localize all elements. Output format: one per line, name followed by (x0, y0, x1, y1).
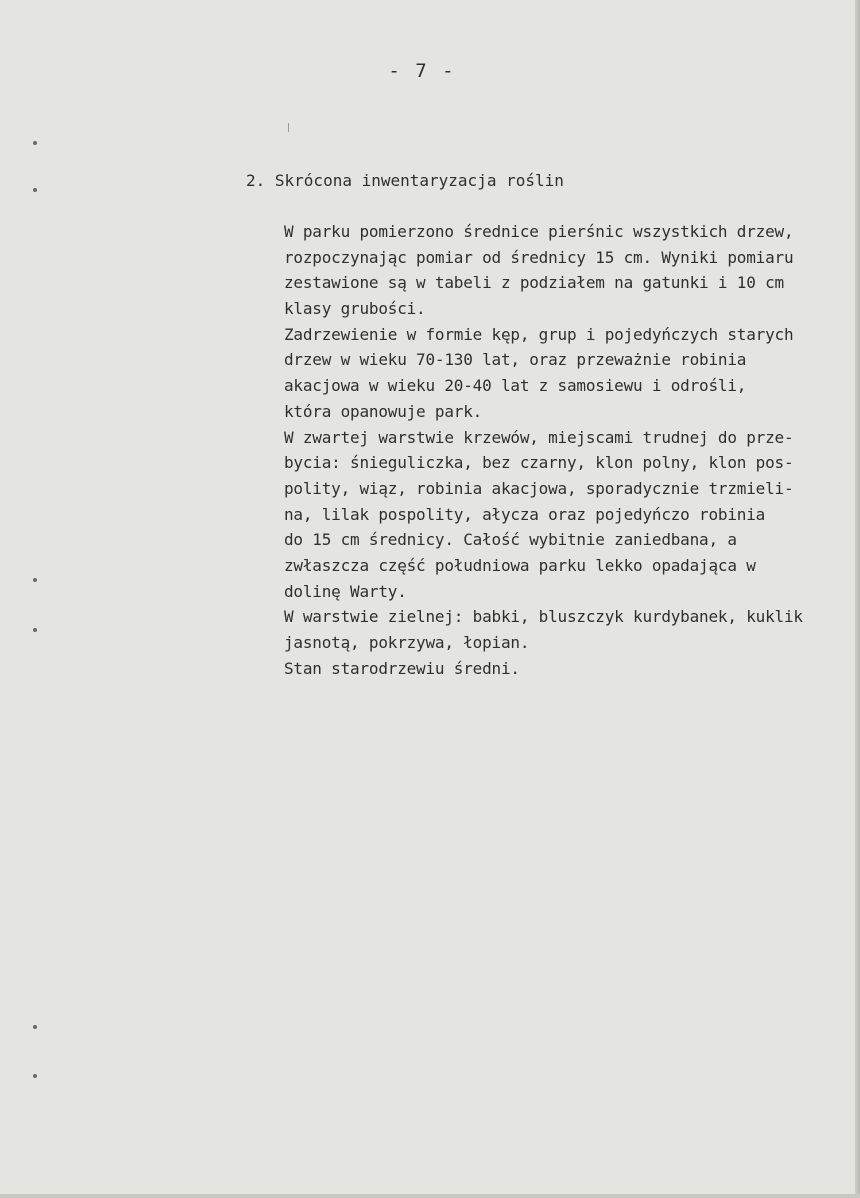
page-bottom-edge (0, 1194, 860, 1198)
text-line: drzew w wieku 70-130 lat, oraz przeważnie robinia (284, 350, 747, 370)
text-line: Zadrzewienie w formie kęp, grup i pojedyńczych starych (284, 324, 794, 344)
text-line: W parku pomierzono średnice pierśnic wszystkich drzew, (284, 222, 794, 241)
binding-hole-mark (33, 578, 37, 582)
text-line: zestawione są w tabeli z podziałem na gatunki i 10 cm (284, 273, 784, 293)
binding-hole-mark (33, 628, 37, 632)
text-line: Stan starodrzewiu średni. (284, 658, 520, 678)
text-line: która opanowuje park. (284, 401, 483, 421)
paper-mark (288, 123, 289, 132)
text-line: zwłaszcza część południowa parku lekko opadająca w (284, 555, 756, 575)
binding-hole-mark (33, 141, 37, 145)
section-body (284, 219, 803, 681)
binding-hole-mark (33, 1074, 37, 1078)
page-edge-shadow (855, 0, 860, 1198)
text-line: jasnotą, pokrzywa, łopian. (284, 633, 530, 652)
binding-hole-mark (33, 1025, 37, 1029)
text-line: do 15 cm średnicy. Całość wybitnie zaniedbana, a (284, 530, 737, 550)
text-line: akacjowa w wieku 20-40 lat z samosiewu i odrośli, (284, 376, 747, 396)
page-number: - 7 - (388, 60, 456, 82)
text-line: dolinę Warty. (284, 581, 407, 601)
binding-hole-mark (33, 188, 37, 192)
text-line: rozpoczynając pomiar od średnicy 15 cm. Wyniki pomiaru (284, 247, 794, 267)
text-line: na, lilak pospolity, ałycza oraz pojedyńczo robinia (284, 504, 766, 524)
text-line: polity, wiąz, robinia akacjowa, sporadycznie trzmieli- (284, 478, 794, 498)
text-line: W zwartej warstwie krzewów, miejscami trudnej do prze- (284, 427, 794, 447)
text-line: klasy grubości. (284, 299, 426, 319)
section-heading: 2. Skrócona inwentaryzacja roślin (246, 171, 564, 190)
text-line: W warstwie zielnej: babki, bluszczyk kurdybanek, kuklik (284, 607, 803, 627)
text-line: bycia: śnieguliczka, bez czarny, klon polny, klon pos- (284, 453, 794, 473)
